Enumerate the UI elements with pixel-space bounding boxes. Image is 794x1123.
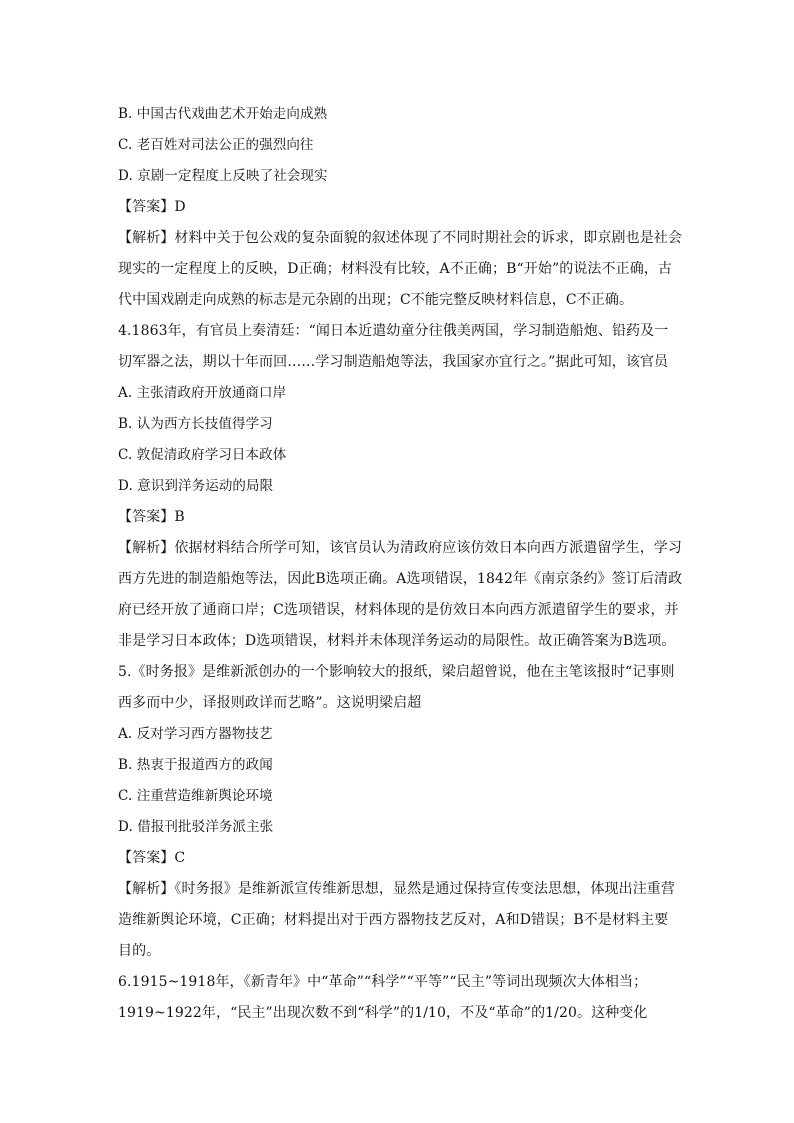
option-b-q5: B. 热衷于报道西方的政闻 xyxy=(118,757,273,773)
question-6-line-1: 6.1915~1918年，《新青年》中“革命”“科学”“平等”“民主”等词出现频次大体相当； xyxy=(118,974,648,990)
question-5-line-2: 西多而中少，译报则政详而艺略”。这说明梁启超 xyxy=(118,695,422,711)
question-5-line-1: 5.《时务报》是维新派创办的一个影响较大的报纸，梁启超曾说，他在主笔该报时“记事则 xyxy=(118,664,675,680)
analysis-q3-line-1: 【解析】材料中关于包公戏的复杂面貌的叙述体现了不同时期社会的诉求，即京剧也是社会 xyxy=(118,230,682,246)
analysis-q5-line-1: 【解析】《时务报》是维新派宣传维新思想，显然是通过保持宣传变法思想，体现出注重营 xyxy=(118,881,675,897)
analysis-q3-line-3: 代中国戏剧走向成熟的标志是元杂剧的出现；C不能完整反映材料信息，C不正确。 xyxy=(118,292,634,308)
analysis-q5-line-2: 造维新舆论环境，C正确；材料提出对于西方器物技艺反对，A和D错误；B不是材料主要 xyxy=(118,912,669,928)
option-b-q4: B. 认为西方长技值得学习 xyxy=(118,416,273,432)
option-b-q3: B. 中国古代戏曲艺术开始走向成熟 xyxy=(118,106,328,122)
option-a-q5: A. 反对学习西方器物技艺 xyxy=(118,726,273,742)
question-4-line-1: 4.1863年，有官员上奏清廷：“闻日本近遣幼童分往俄美两国，学习制造船炮、铅药及一 xyxy=(118,323,669,339)
option-c-q5: C. 注重营造维新舆论环境 xyxy=(118,788,273,804)
question-4-line-2: 切军器之法，期以十年而回……学习制造船炮等法，我国家亦宜行之。”据此可知，该官员 xyxy=(118,354,669,370)
analysis-q4-line-4: 非是学习日本政体；D选项错误，材料并未体现洋务运动的局限性。故正确答案为B选项。 xyxy=(118,633,676,649)
option-d-q4: D. 意识到洋务运动的局限 xyxy=(118,478,274,494)
option-c-q3: C. 老百姓对司法公正的强烈向往 xyxy=(118,137,314,153)
analysis-q4-line-3: 府已经开放了通商口岸；C选项错误，材料体现的是仿效日本向西方派遣留学生的要求，并 xyxy=(118,602,679,618)
analysis-q5-line-3: 目的。 xyxy=(118,943,161,959)
answer-q3: 【答案】D xyxy=(118,199,186,215)
option-d-q3: D. 京剧一定程度上反映了社会现实 xyxy=(118,168,328,184)
question-6-line-2: 1919~1922年，“民主”出现次数不到“科学”的1/10，不及“革命”的1/20。这种变化 xyxy=(118,1005,648,1021)
analysis-q4-line-1: 【解析】依据材料结合所学可知，该官员认为清政府应该仿效日本向西方派遣留学生，学习 xyxy=(118,540,682,556)
option-d-q5: D. 借报刊批驳洋务派主张 xyxy=(118,819,274,835)
answer-q5: 【答案】C xyxy=(118,850,186,866)
analysis-q3-line-2: 现实的一定程度上的反映，D正确；材料没有比较，A不正确；B“开始”的说法不正确，古 xyxy=(118,261,673,277)
answer-q4: 【答案】B xyxy=(118,509,185,525)
option-c-q4: C. 敦促清政府学习日本政体 xyxy=(118,447,287,463)
analysis-q4-line-2: 西方先进的制造船炮等法，因此B选项正确。A选项错误，1842年《南京条约》签订后清政 xyxy=(118,571,683,587)
option-a-q4: A. 主张清政府开放通商口岸 xyxy=(118,385,287,401)
